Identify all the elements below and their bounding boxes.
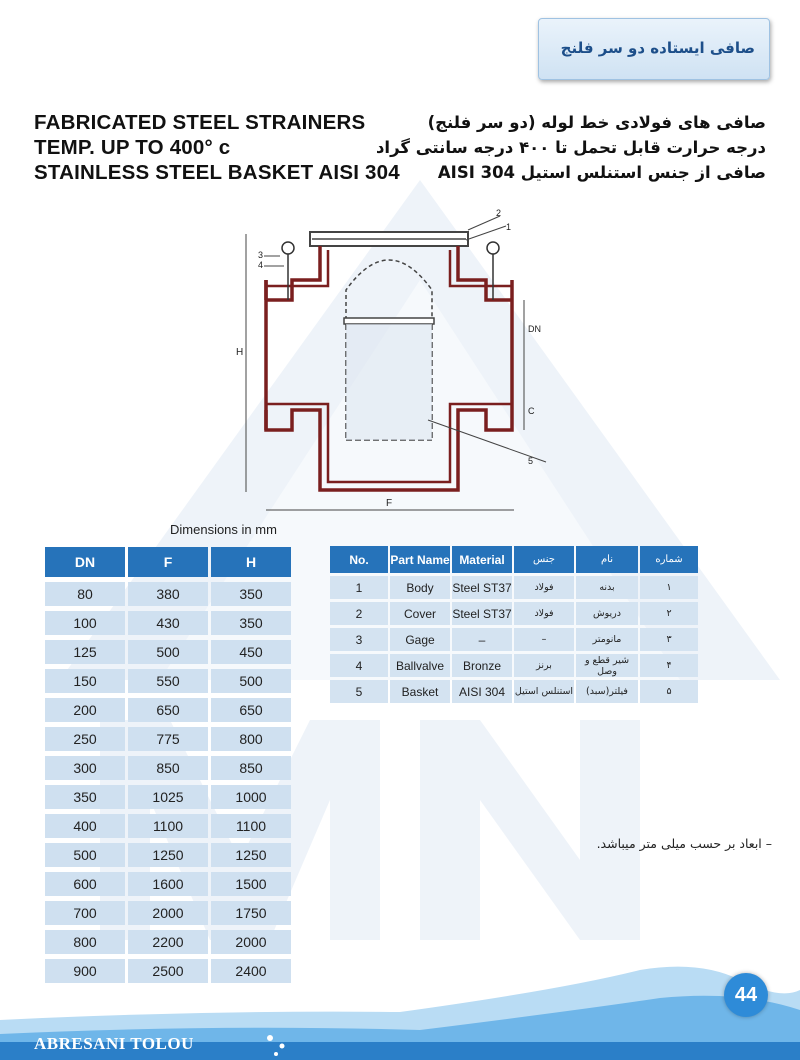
table-cell: 1250 <box>128 843 208 867</box>
table-row <box>330 680 698 703</box>
table-row <box>330 576 698 599</box>
table-cell: 650 <box>128 698 208 722</box>
table-cell: استنلس استیل <box>514 680 574 703</box>
table-cell: 125 <box>45 640 125 664</box>
table-row <box>45 843 291 867</box>
table-cell: 500 <box>128 640 208 664</box>
section-tab <box>538 18 770 80</box>
title-en-line1: FABRICATED STEEL STRAINERS <box>34 111 366 134</box>
title-en-line2: TEMP. UP TO 400° c <box>34 136 231 159</box>
title-persian <box>376 110 766 185</box>
brand-name: ABRESANI TOLOU <box>34 1034 194 1053</box>
table-row <box>45 901 291 925</box>
table-row <box>330 654 698 677</box>
table-cell: Steel ST37 <box>452 602 512 625</box>
table-cell: 1750 <box>211 901 291 925</box>
table-row <box>45 640 291 664</box>
dim-label-dn: DN <box>528 324 541 334</box>
title-en-line3: STAINLESS STEEL BASKET AISI 304 <box>34 161 400 184</box>
table-cell: 430 <box>128 611 208 635</box>
table-cell: – <box>452 628 512 651</box>
callout-5: 5 <box>528 456 534 466</box>
dimensions-header-cell: DN <box>45 547 125 577</box>
dimensions-header-row <box>45 547 291 577</box>
table-cell: Cover <box>390 602 450 625</box>
table-cell: 1100 <box>211 814 291 838</box>
table-cell: 100 <box>45 611 125 635</box>
table-cell: مانومتر <box>576 628 638 651</box>
table-cell: 350 <box>45 785 125 809</box>
table-cell: 200 <box>45 698 125 722</box>
table-cell: 800 <box>45 930 125 954</box>
table-cell: برنز <box>514 654 574 677</box>
table-cell: 350 <box>211 582 291 606</box>
parts-table <box>328 543 700 706</box>
parts-header-row <box>330 546 698 573</box>
callout-1: 1 <box>506 222 512 232</box>
table-cell: ۵ <box>640 680 698 703</box>
dim-label-h: H <box>236 347 244 358</box>
table-cell: فولاد <box>514 602 574 625</box>
dimensions-header-cell: H <box>211 547 291 577</box>
table-cell: 1025 <box>128 785 208 809</box>
strainer-technical-drawing <box>228 200 548 520</box>
table-row <box>45 814 291 838</box>
table-cell: 2400 <box>211 959 291 983</box>
dimensions-table <box>42 542 294 988</box>
title-fa-line2: درجه حرارت قابل تحمل تا ۴۰۰ درجه سانتی گراد <box>375 138 766 157</box>
title-fa-line1: صافی های فولادی خط لوله (دو سر فلنج) <box>427 113 766 132</box>
table-cell: 850 <box>128 756 208 780</box>
parts-header-cell: جنس <box>514 546 574 573</box>
table-cell: 500 <box>45 843 125 867</box>
table-cell: 1500 <box>211 872 291 896</box>
table-cell: بدنه <box>576 576 638 599</box>
table-cell: Body <box>390 576 450 599</box>
table-row <box>45 785 291 809</box>
callout-2: 2 <box>496 208 502 218</box>
table-cell: ۲ <box>640 602 698 625</box>
table-cell: 700 <box>45 901 125 925</box>
table-cell: AISI 304 <box>452 680 512 703</box>
table-cell: 300 <box>45 756 125 780</box>
table-cell: 3 <box>330 628 388 651</box>
parts-header-cell: No. <box>330 546 388 573</box>
table-cell: 250 <box>45 727 125 751</box>
parts-header-cell: شماره <box>640 546 698 573</box>
table-row <box>45 872 291 896</box>
table-cell: 800 <box>211 727 291 751</box>
table-cell: 775 <box>128 727 208 751</box>
table-cell: 2500 <box>128 959 208 983</box>
table-row <box>330 602 698 625</box>
table-cell: Bronze <box>452 654 512 677</box>
table-cell: 1600 <box>128 872 208 896</box>
table-cell: Basket <box>390 680 450 703</box>
dimensions-caption: Dimensions in mm <box>170 522 277 537</box>
table-cell: 1000 <box>211 785 291 809</box>
table-row <box>45 611 291 635</box>
title-english <box>34 110 400 185</box>
table-row <box>45 727 291 751</box>
dim-label-c: C <box>528 406 535 416</box>
table-cell: فولاد <box>514 576 574 599</box>
parts-header-cell: نام <box>576 546 638 573</box>
table-cell: ۱ <box>640 576 698 599</box>
table-cell: 1100 <box>128 814 208 838</box>
dimensions-note: – ابعاد بر حسب میلی متر میباشد. <box>596 836 772 851</box>
section-tab-title: صافی ایستاده دو سر فلنج <box>560 39 755 57</box>
table-cell: Ballvalve <box>390 654 450 677</box>
table-cell: 850 <box>211 756 291 780</box>
table-row <box>45 669 291 693</box>
table-cell: 550 <box>128 669 208 693</box>
table-cell: شیر قطع و وصل <box>576 654 638 677</box>
table-cell: 900 <box>45 959 125 983</box>
table-row <box>45 582 291 606</box>
callout-3: 3 <box>258 250 264 260</box>
table-cell: 4 <box>330 654 388 677</box>
table-cell: 80 <box>45 582 125 606</box>
table-cell: Gage <box>390 628 450 651</box>
table-cell: 380 <box>128 582 208 606</box>
table-cell: 2000 <box>128 901 208 925</box>
table-cell: 5 <box>330 680 388 703</box>
table-cell: 600 <box>45 872 125 896</box>
table-row <box>45 756 291 780</box>
parts-header-cell: Material <box>452 546 512 573</box>
table-cell: – <box>514 628 574 651</box>
table-cell: دریوش <box>576 602 638 625</box>
table-cell: ۴ <box>640 654 698 677</box>
table-cell: 400 <box>45 814 125 838</box>
table-cell: 1 <box>330 576 388 599</box>
table-cell: ۳ <box>640 628 698 651</box>
title-fa-line3: صافی از جنس استنلس استیل AISI 304 <box>437 163 766 182</box>
table-cell: 1250 <box>211 843 291 867</box>
table-cell: Steel ST37 <box>452 576 512 599</box>
dimensions-header-cell: F <box>128 547 208 577</box>
callout-4: 4 <box>258 260 264 270</box>
table-cell: 2000 <box>211 930 291 954</box>
table-cell: 650 <box>211 698 291 722</box>
table-cell: 350 <box>211 611 291 635</box>
table-cell: فیلتر(سبد) <box>576 680 638 703</box>
table-row <box>45 698 291 722</box>
dim-label-f: F <box>386 498 393 509</box>
table-cell: 500 <box>211 669 291 693</box>
table-cell: 2 <box>330 602 388 625</box>
table-cell: 150 <box>45 669 125 693</box>
table-cell: 450 <box>211 640 291 664</box>
table-cell: 2200 <box>128 930 208 954</box>
page-number: 44 <box>724 973 768 1017</box>
table-row <box>330 628 698 651</box>
parts-header-cell: Part Name <box>390 546 450 573</box>
